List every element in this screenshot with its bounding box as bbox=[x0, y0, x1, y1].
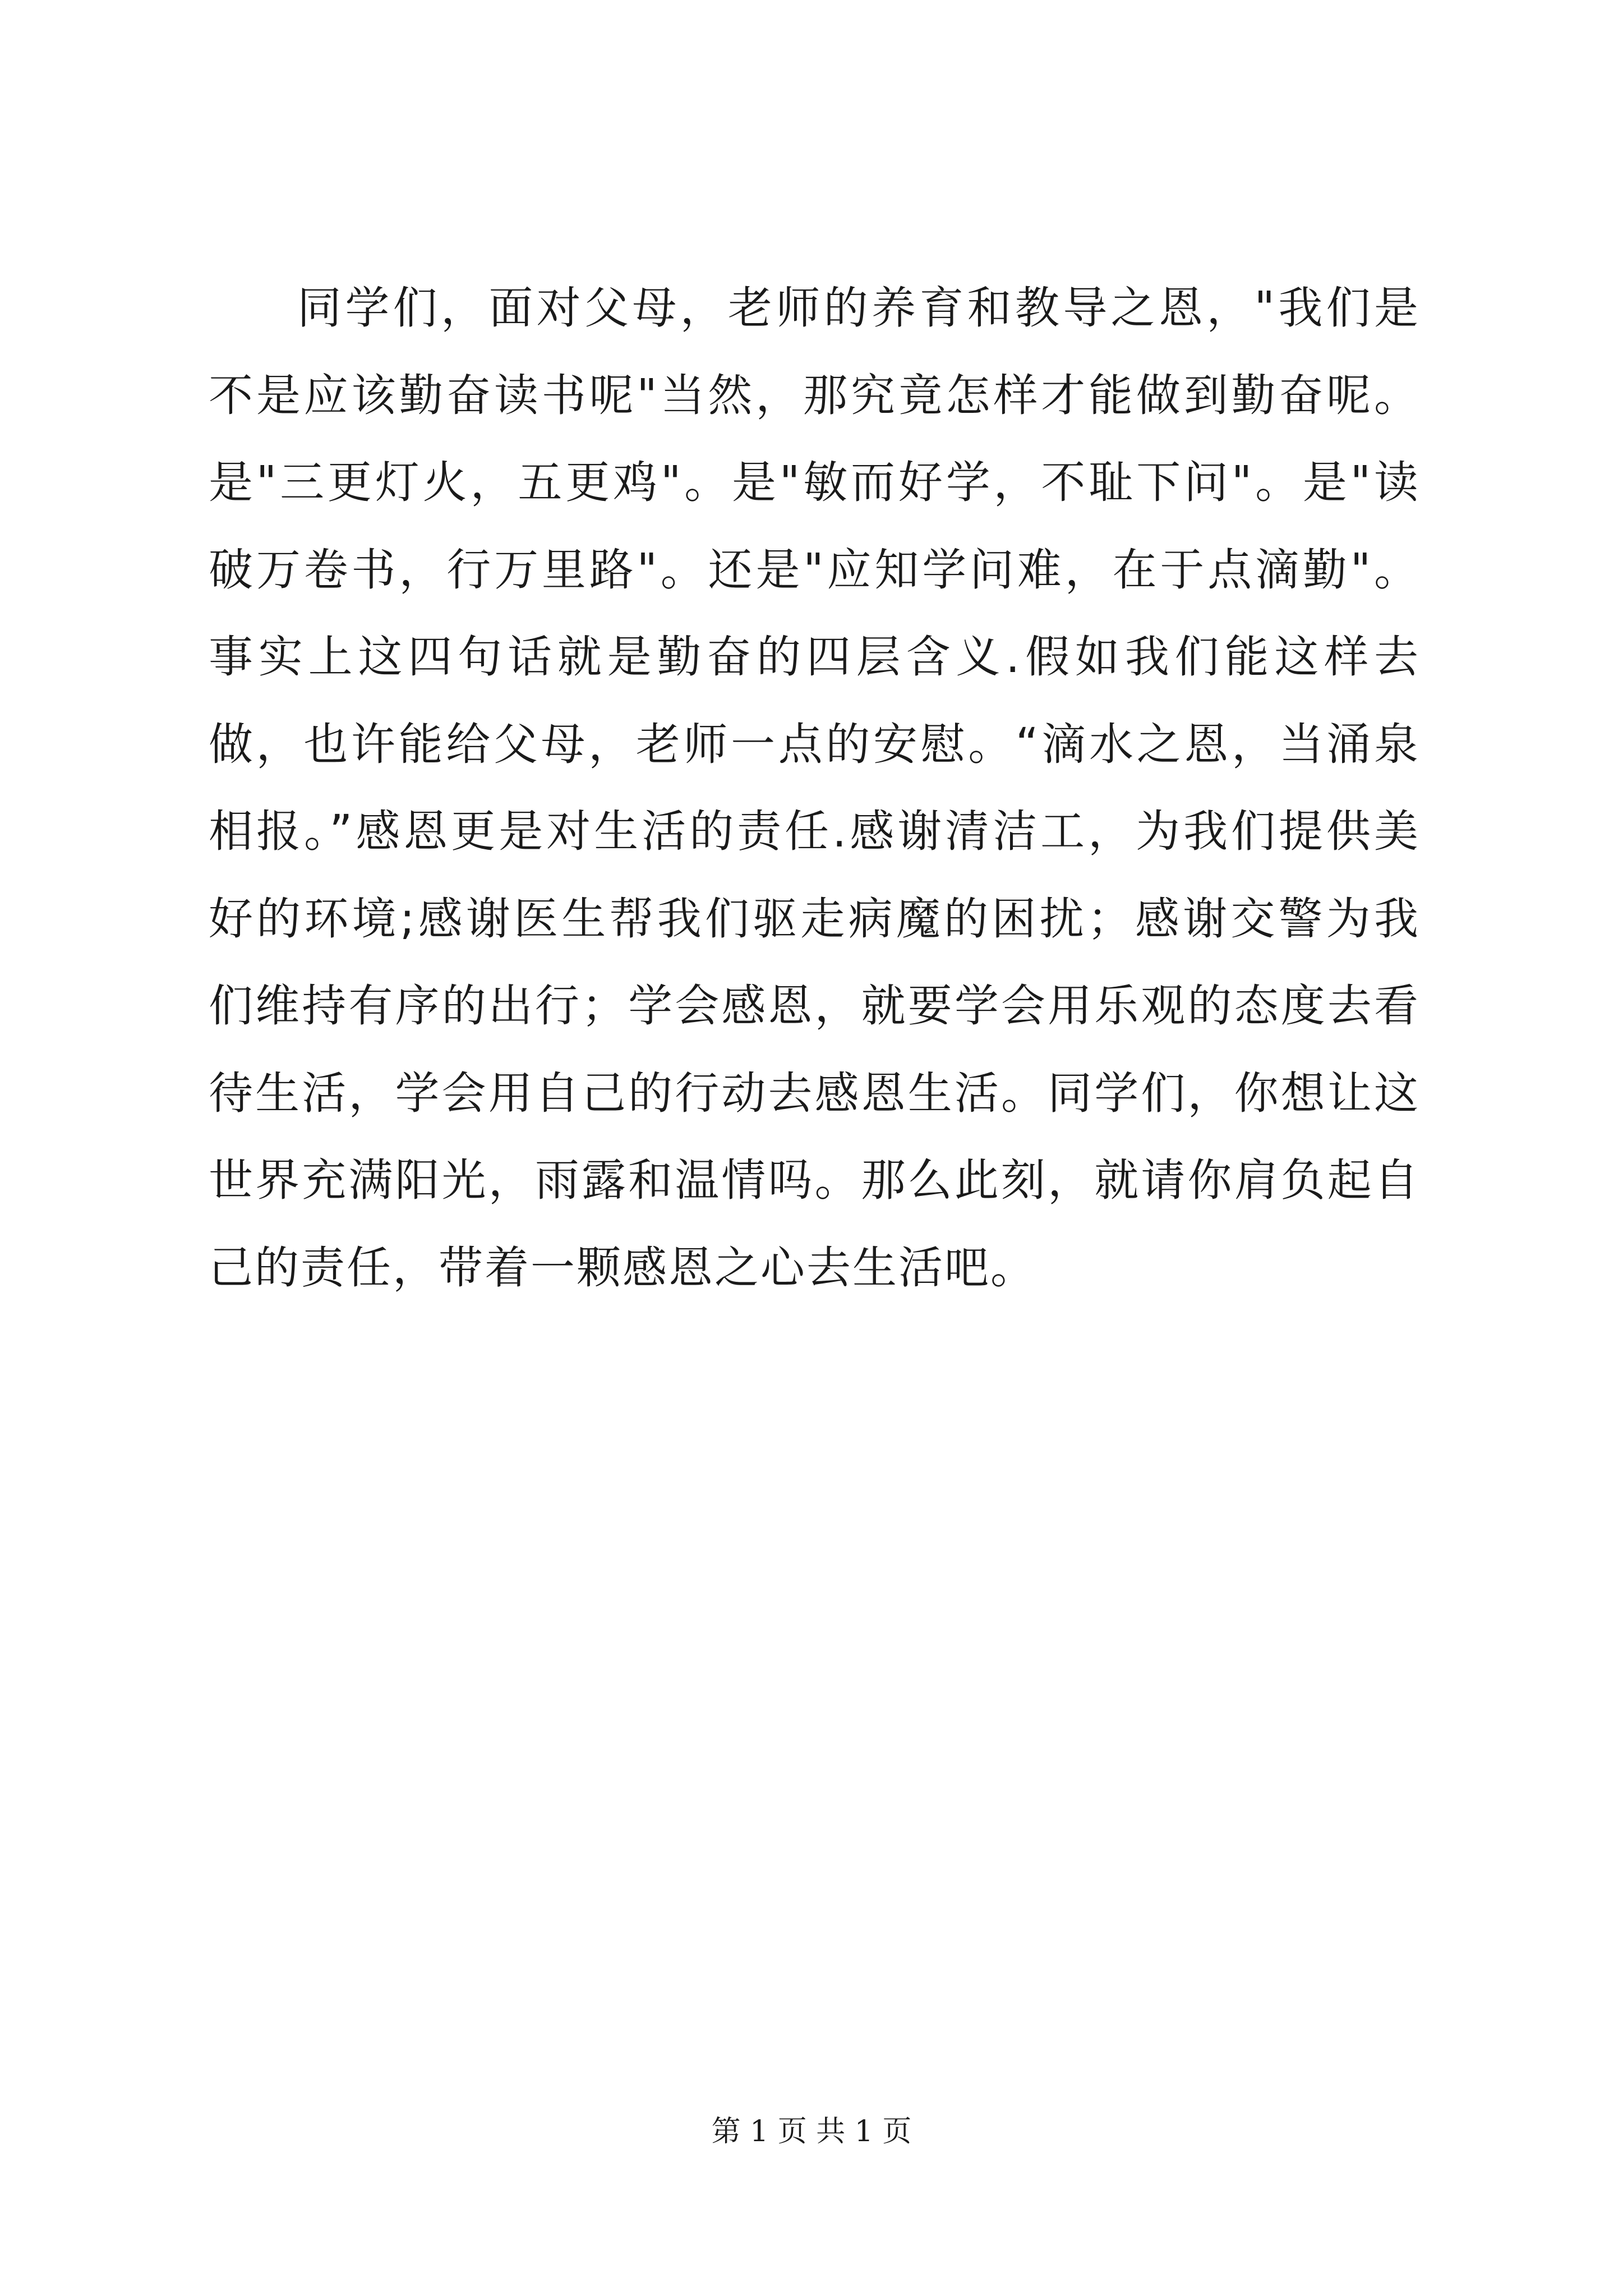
page-number-footer: 第 1 页 共 1 页 bbox=[711, 2115, 912, 2148]
body-paragraph: 同学们，面对父母，老师的养育和教导之恩，"我们是不是应该勤奋读书呢"当然，那究竟怎样才能做到勤奋呢。是"三更灯火，五更鸡"。是"敏而好学，不耻下问"。是"读破万卷书，行万里路"。还是"应知学问难，在于点滴勤"。事实上这四句话就是勤奋的四层含义.假如我们能这样去做，也许能给父母，老师一点的安慰。“滴水之恩，当涌泉相报。”感恩更是对生活的责任.感谢清洁工，为我们提供美好的环境;感谢医生帮我们驱走病魔的困扰；感谢交警为我们维持有序的出行；学会感恩，就要学会用乐观的态度去看待生活，学会用自己的行动去感恩生活。同学们，你想让这世界充满阳光，雨露和温情吗。那么此刻，就请你肩负起自己的责任，带着一颗感恩之心去生活吧。 bbox=[209, 282, 1420, 1294]
